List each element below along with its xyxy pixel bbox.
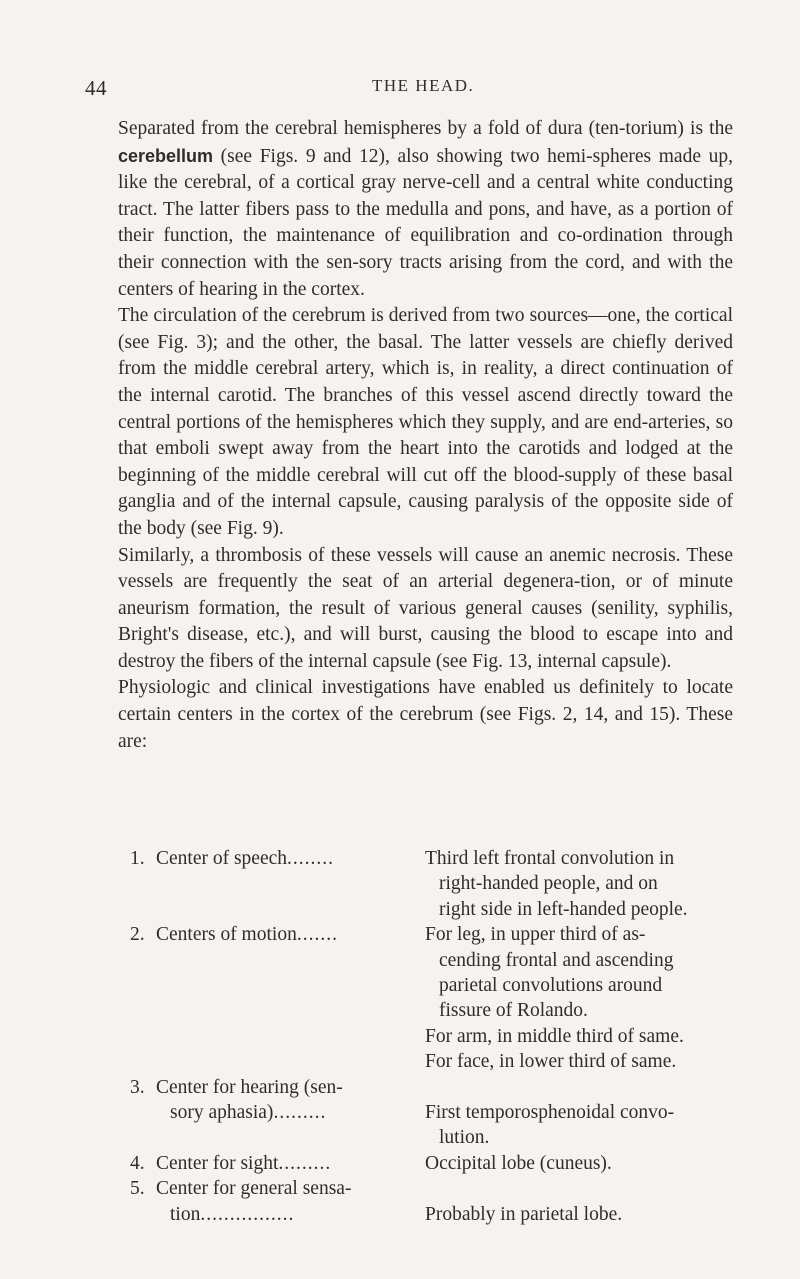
list-item: [130, 1075, 720, 1151]
list-item-name: [156, 1176, 421, 1227]
list-item-name: [156, 922, 421, 947]
list-item-name: [156, 1151, 421, 1176]
description-line: parietal convolutions around: [439, 975, 663, 997]
description-line: lution.: [439, 1127, 490, 1149]
list-item-name-line: [156, 1202, 421, 1227]
list-item: [130, 922, 720, 1074]
centers-list: [130, 846, 720, 1227]
list-item-name-line: [156, 1100, 421, 1125]
description-line: For arm, in middle third of same.: [425, 1025, 684, 1047]
dot-leader: ................: [200, 1203, 295, 1225]
dot-leader: .......: [296, 924, 338, 946]
term-cerebellum: cerebellum: [118, 145, 214, 166]
list-item-name-line: Center of speech: [156, 848, 288, 869]
list-item: [130, 1176, 720, 1227]
page-number: 44: [85, 76, 107, 100]
list-item-description: [421, 1151, 720, 1176]
description-line: Third left frontal convolution in: [425, 848, 675, 869]
list-item-name-line: Center for hearing (sen-: [156, 1076, 343, 1098]
description-line: right side in left-handed people.: [439, 898, 688, 920]
dot-leader: ........: [287, 848, 335, 869]
list-item-number: 3.: [130, 1076, 145, 1098]
list-item-name-line: Centers of motion: [156, 924, 297, 946]
description-line: fissure of Rolando.: [439, 1000, 588, 1022]
description-line: For leg, in upper third of as-: [425, 924, 646, 946]
description-line: For face, in lower third of same.: [425, 1051, 677, 1073]
list-item-name: [156, 846, 421, 871]
list-item-name-text: sory aphasia): [170, 1102, 274, 1124]
description-line: right-handed people, and on: [439, 873, 658, 895]
paragraph-text: (see Figs. 9 and 12), also showing two hemi-spheres made up, like the cerebral, of a cortical gray nerve-cell and a central white conducting tract. The latter fibers pass to the medulla and pons, and have, as a portion of their function, the maintenance of equilibration and co-ordination through their connection with the sen-sory tracts arising from the cord, and with the centers of hearing in the cortex.: [118, 145, 733, 300]
list-item: [130, 846, 720, 922]
description-line: First temporosphenoidal convo-: [425, 1102, 675, 1124]
list-item-name: [156, 1075, 421, 1126]
paragraph-text: Separated from the cerebral hemispheres by a fold of dura (ten-torium) is the: [118, 118, 733, 139]
list-item-description: [421, 1075, 720, 1151]
description-line: cending frontal and ascending: [439, 949, 674, 971]
list-item-description: [421, 922, 720, 1074]
list-item-number: 2.: [130, 924, 145, 946]
list-item: [130, 1151, 720, 1176]
paragraph-cerebellum: [118, 116, 733, 303]
paragraph-circulation: The circulation of the cerebrum is derived from two sources—one, the cortical (see Fig. 3); and the other, the basal. The latter vessels are chiefly derived from the middle cerebral artery, which is, in reality, a direct continuation of the internal carotid. The branches of this vessel ascend directly toward the central portions of the hemispheres which they supply, and are end-arteries, so that emboli swept away from the heart into the carotids and lodged at the beginning of the middle cerebral will cut off the blood-supply of these basal ganglia and of the internal capsule, causing paralysis of the opposite side of the body (see Fig. 9).: [118, 305, 733, 539]
paragraph-investigations: Physiologic and clinical investigations have enabled us definitely to locate certain centers in the cortex of the cerebrum (see Figs. 2, 14, and 15). These are:: [118, 677, 733, 752]
page-header: [0, 76, 800, 106]
body-text: [118, 116, 733, 755]
dot-leader: .........: [278, 1152, 332, 1174]
list-item-description: [421, 1176, 720, 1227]
running-head: THE HEAD.: [372, 76, 475, 95]
paragraph-thrombosis: Similarly, a thrombosis of these vessels will cause an anemic necrosis. These vessels are frequently the seat of an arterial degenera-tion, or of minute aneurism formation, the result of various general causes (senility, syphilis, Bright's disease, etc.), and will burst, causing the blood to escape into and destroy the fibers of the internal capsule (see Fig. 13, internal capsule).: [118, 544, 733, 672]
description-line: Probably in parietal lobe.: [425, 1203, 623, 1225]
list-item-description: [421, 846, 720, 922]
list-item-name-line: Center for general sensa-: [156, 1178, 352, 1200]
description-line: Occipital lobe (cuneus).: [425, 1152, 612, 1174]
list-item-number: 4.: [130, 1152, 145, 1174]
dot-leader: .........: [273, 1102, 327, 1124]
list-item-name-line: Center for sight: [156, 1152, 279, 1174]
list-item-name-text: tion: [170, 1203, 201, 1225]
list-item-number: 5.: [130, 1178, 145, 1200]
list-item-number: 1.: [130, 848, 145, 869]
